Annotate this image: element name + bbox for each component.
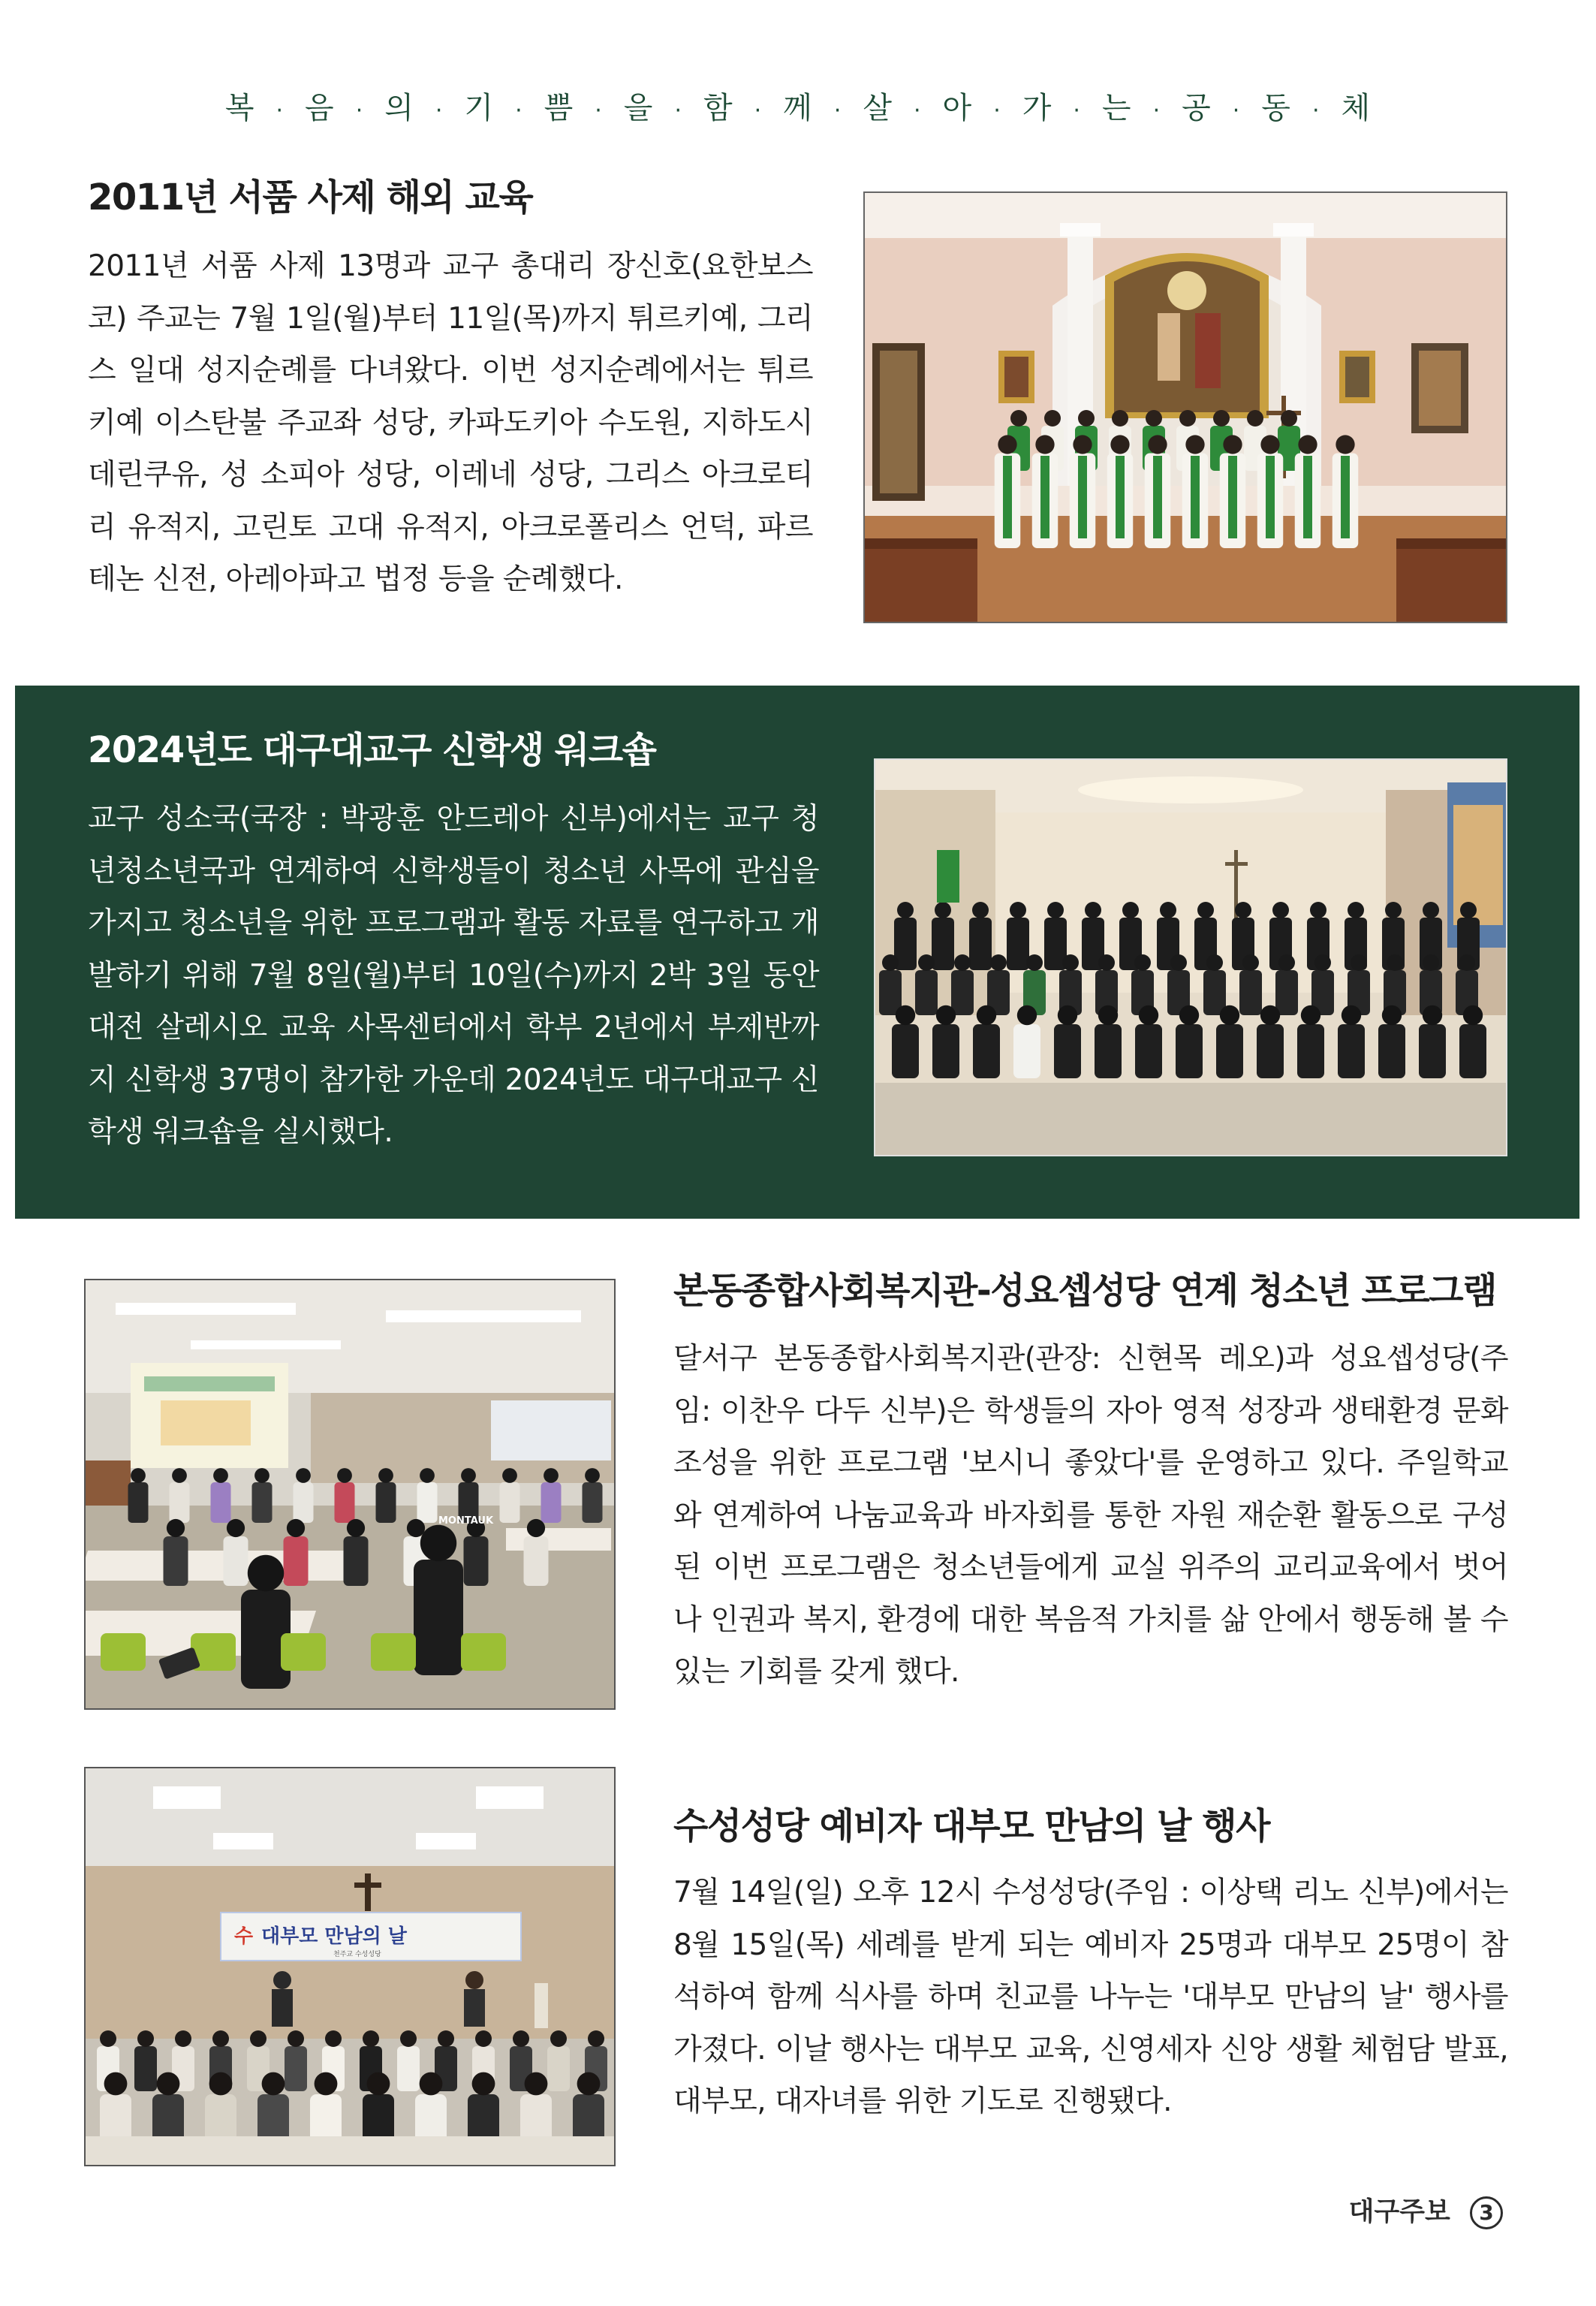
article-title: 본동종합사회복지관-성요셉성당 연계 청소년 프로그램 xyxy=(673,1270,1497,1312)
motto-char: 쁨 xyxy=(544,91,574,125)
photo-seminarians-workshop xyxy=(874,758,1507,1156)
motto-char: 체 xyxy=(1341,91,1372,125)
photo-youth-classroom xyxy=(84,1279,616,1710)
motto-separator: · xyxy=(754,98,763,124)
article-title: 수성성당 예비자 대부모 만남의 날 행사 xyxy=(673,1805,1269,1847)
motto-char: 살 xyxy=(863,91,893,125)
motto-separator: · xyxy=(355,98,364,124)
motto-char: 공 xyxy=(1182,91,1212,125)
article-body: 달서구 본동종합사회복지관(관장: 신현목 레오)과 성요셉성당(주임: 이찬우 다두 신부)은 학생들의 자아 영적 성장과 생태환경 문화 조성을 위한 프로그램 '보시니 좋았다'를 운영하고 있다. 주일학교와 연계하여 나눔교육과 바자회를 통한 자원 재순환 활동으로 구성된 이번 프로그램은 청소년들에게 교실 위주의 교리교육에서 벗어나 인권과 복지, 환경에 대한 복음적 가치를 삶 안에서 행동해 볼 수 있는 기회를 갖게 했다. xyxy=(673,1342,1508,1689)
motto-char: 을 xyxy=(623,91,654,125)
publication-name: 대구주보 xyxy=(1348,2197,1450,2227)
article-body: 7월 14일(일) 오후 12시 수성성당(주임 : 이상택 리노 신부)에서는 8월 15일(목) 세례를 받게 되는 예비자 25명과 대부모 25명이 참석하여 함께 식사를 하며 친교를 나누는 '대부모 만남의 날' 행사를 가졌다. 이날 행사는 대부모 교육, 신영세자 신앙 생활 체험담 발표, 대부모, 대자녀를 위한 기도로 진행됐다. xyxy=(673,1876,1508,2118)
banner-prefix: 수 xyxy=(234,1925,254,1948)
page-footer xyxy=(1349,2191,1503,2229)
motto-header xyxy=(0,84,1596,127)
article-body: 교구 성소국(국장 : 박광훈 안드레아 신부)에서는 교구 청년청소년국과 연계하여 신학생들이 청소년 사목에 관심을 가지고 청소년을 위한 프로그램과 활동 자료를 연구하고 개발하기 위해 7월 8일(월)부터 10일(수)까지 2박 3일 동안 대전 살레시오 교육 사목센터에서 학부 2년에서 부제반까지 신학생 37명이 참가한 가운데 2024년도 대구대교구 신학생 워크숍을 실시했다. xyxy=(88,802,819,1149)
motto-separator: · xyxy=(435,98,444,124)
motto-char: 는 xyxy=(1101,91,1132,125)
page-number: 3 xyxy=(1470,2196,1503,2229)
shirt-text: MONTAUK xyxy=(438,1515,494,1527)
motto-separator: · xyxy=(276,98,285,124)
motto-separator: · xyxy=(1232,98,1241,124)
motto-char: 복 xyxy=(224,91,255,125)
motto-char: 기 xyxy=(464,91,495,125)
article-title: 2011년 서품 사제 해외 교육 xyxy=(88,176,533,219)
motto-separator: · xyxy=(914,98,922,124)
motto-separator: · xyxy=(993,98,1001,124)
article-body: 2011년 서품 사제 13명과 교구 총대리 장신호(요한보스코) 주교는 7월 1일(월)부터 11일(목)까지 튀르키예, 그리스 일대 성지순례를 다녀왔다. 이번 성지순례에서는 튀르키예 이스탄불 주교좌 성당, 카파도키아 수도원, 지하도시 데린쿠유, 성 소피아 성당, 이레네 성당, 그리스 아크로티리 유적지, 고린토 고대 유적지, 아크로폴리스 언덕, 파르테논 신전, 아레아파고 법정 등을 순례했다. xyxy=(88,249,813,596)
banner-subtitle: 천주교 수성성당 xyxy=(333,1951,381,1958)
motto-char: 께 xyxy=(783,91,813,125)
photo-godparents-meeting xyxy=(84,1767,616,2166)
banner-title: 대부모 만남의 날 xyxy=(261,1925,407,1948)
motto-char: 동 xyxy=(1261,91,1291,125)
motto-separator: · xyxy=(674,98,682,124)
motto-separator: · xyxy=(1311,98,1320,124)
motto-char: 함 xyxy=(703,91,733,125)
motto-separator: · xyxy=(515,98,523,124)
photo-priests-church xyxy=(863,191,1507,623)
motto-separator: · xyxy=(1152,98,1161,124)
featured-article-panel xyxy=(15,686,1579,1219)
motto-char: 의 xyxy=(384,91,414,125)
motto-char: 음 xyxy=(305,91,335,125)
motto-separator: · xyxy=(595,98,603,124)
article-title: 2024년도 대구대교구 신학생 워크숍 xyxy=(88,729,656,771)
motto-char: 가 xyxy=(1022,91,1052,125)
motto-separator: · xyxy=(1073,98,1081,124)
motto-separator: · xyxy=(833,98,842,124)
motto-char: 아 xyxy=(942,91,973,125)
